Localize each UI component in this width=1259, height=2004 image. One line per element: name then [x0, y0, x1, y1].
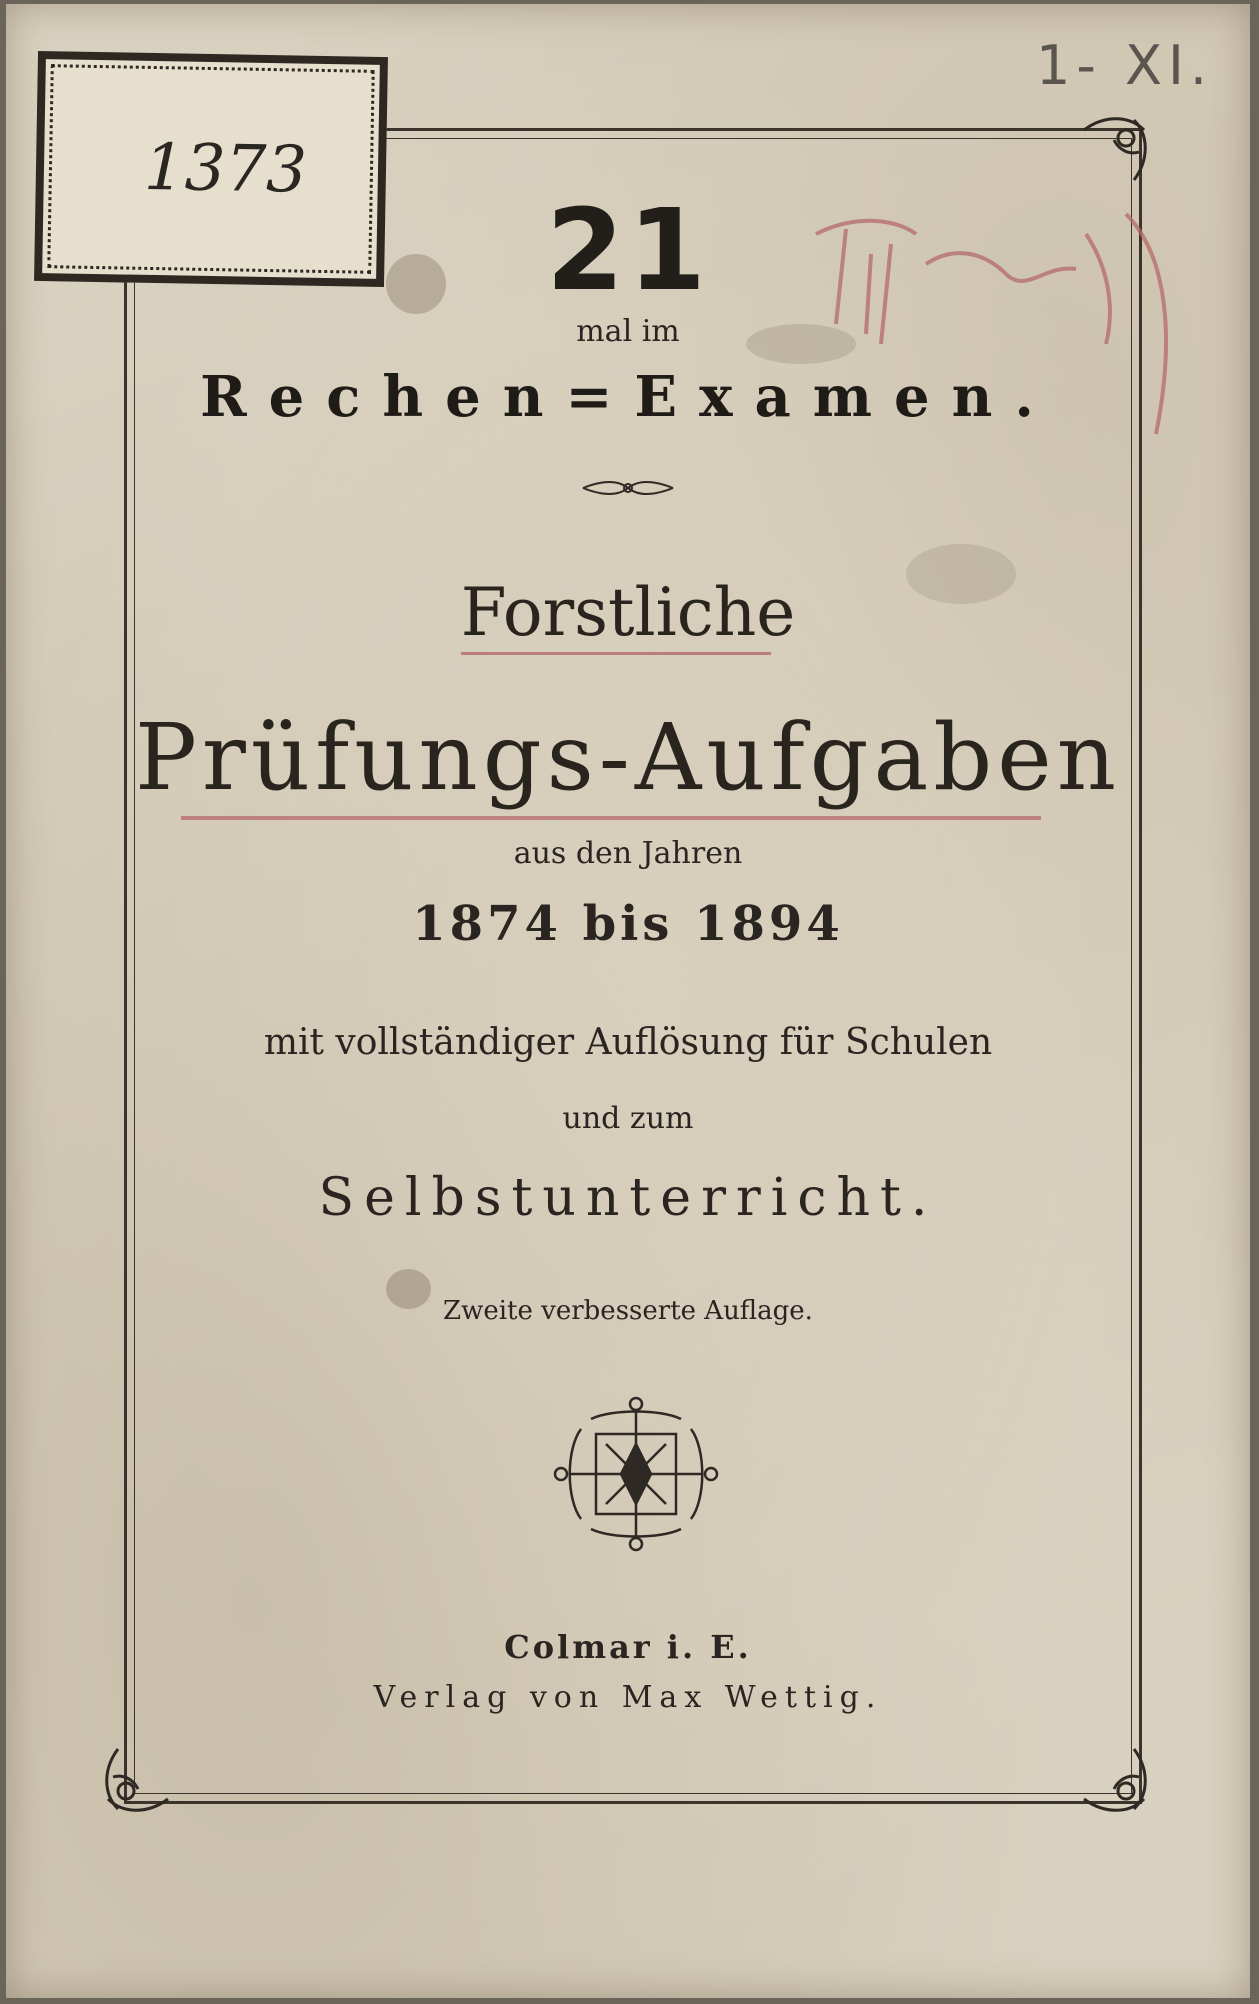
divider-ornament — [6, 476, 1250, 504]
subtitle-selbstunterricht: Selbstunterricht. — [318, 1168, 938, 1228]
title-forstliche: Forstliche — [460, 574, 796, 651]
corner-ornament-bottom-left — [98, 1739, 178, 1819]
subtitle-mal-im: mal im — [576, 314, 680, 349]
book-cover — [6, 4, 1250, 1998]
title-number: 21 — [546, 186, 710, 316]
subtitle-years: 1874 bis 1894 — [412, 896, 844, 952]
red-underline-pruefungs — [181, 816, 1041, 820]
title-rechen-examen: Rechen=Examen. — [200, 364, 1056, 430]
subtitle-aus-den-jahren: aus den Jahren — [513, 836, 743, 871]
title-pruefungs-aufgaben: Prüfungs-Aufgaben — [135, 704, 1121, 811]
label-number: 1373 — [143, 130, 308, 208]
publisher-name: Verlag von Max Wettig. — [373, 1680, 883, 1715]
central-ornament-icon — [541, 1389, 731, 1559]
corner-ornament-bottom-right — [1074, 1739, 1154, 1819]
subtitle-und-zum: und zum — [562, 1101, 694, 1136]
divider-ornament-icon — [578, 476, 678, 500]
red-underline-forstliche — [461, 652, 771, 655]
subtitle-mit-aufloesung: mit vollständiger Auflösung für Schulen — [263, 1022, 993, 1063]
pencil-annotation: 1- XI. — [1036, 34, 1214, 97]
publisher-place: Colmar i. E. — [504, 1628, 752, 1666]
edition-note: Zweite verbesserte Auflage. — [443, 1296, 813, 1326]
